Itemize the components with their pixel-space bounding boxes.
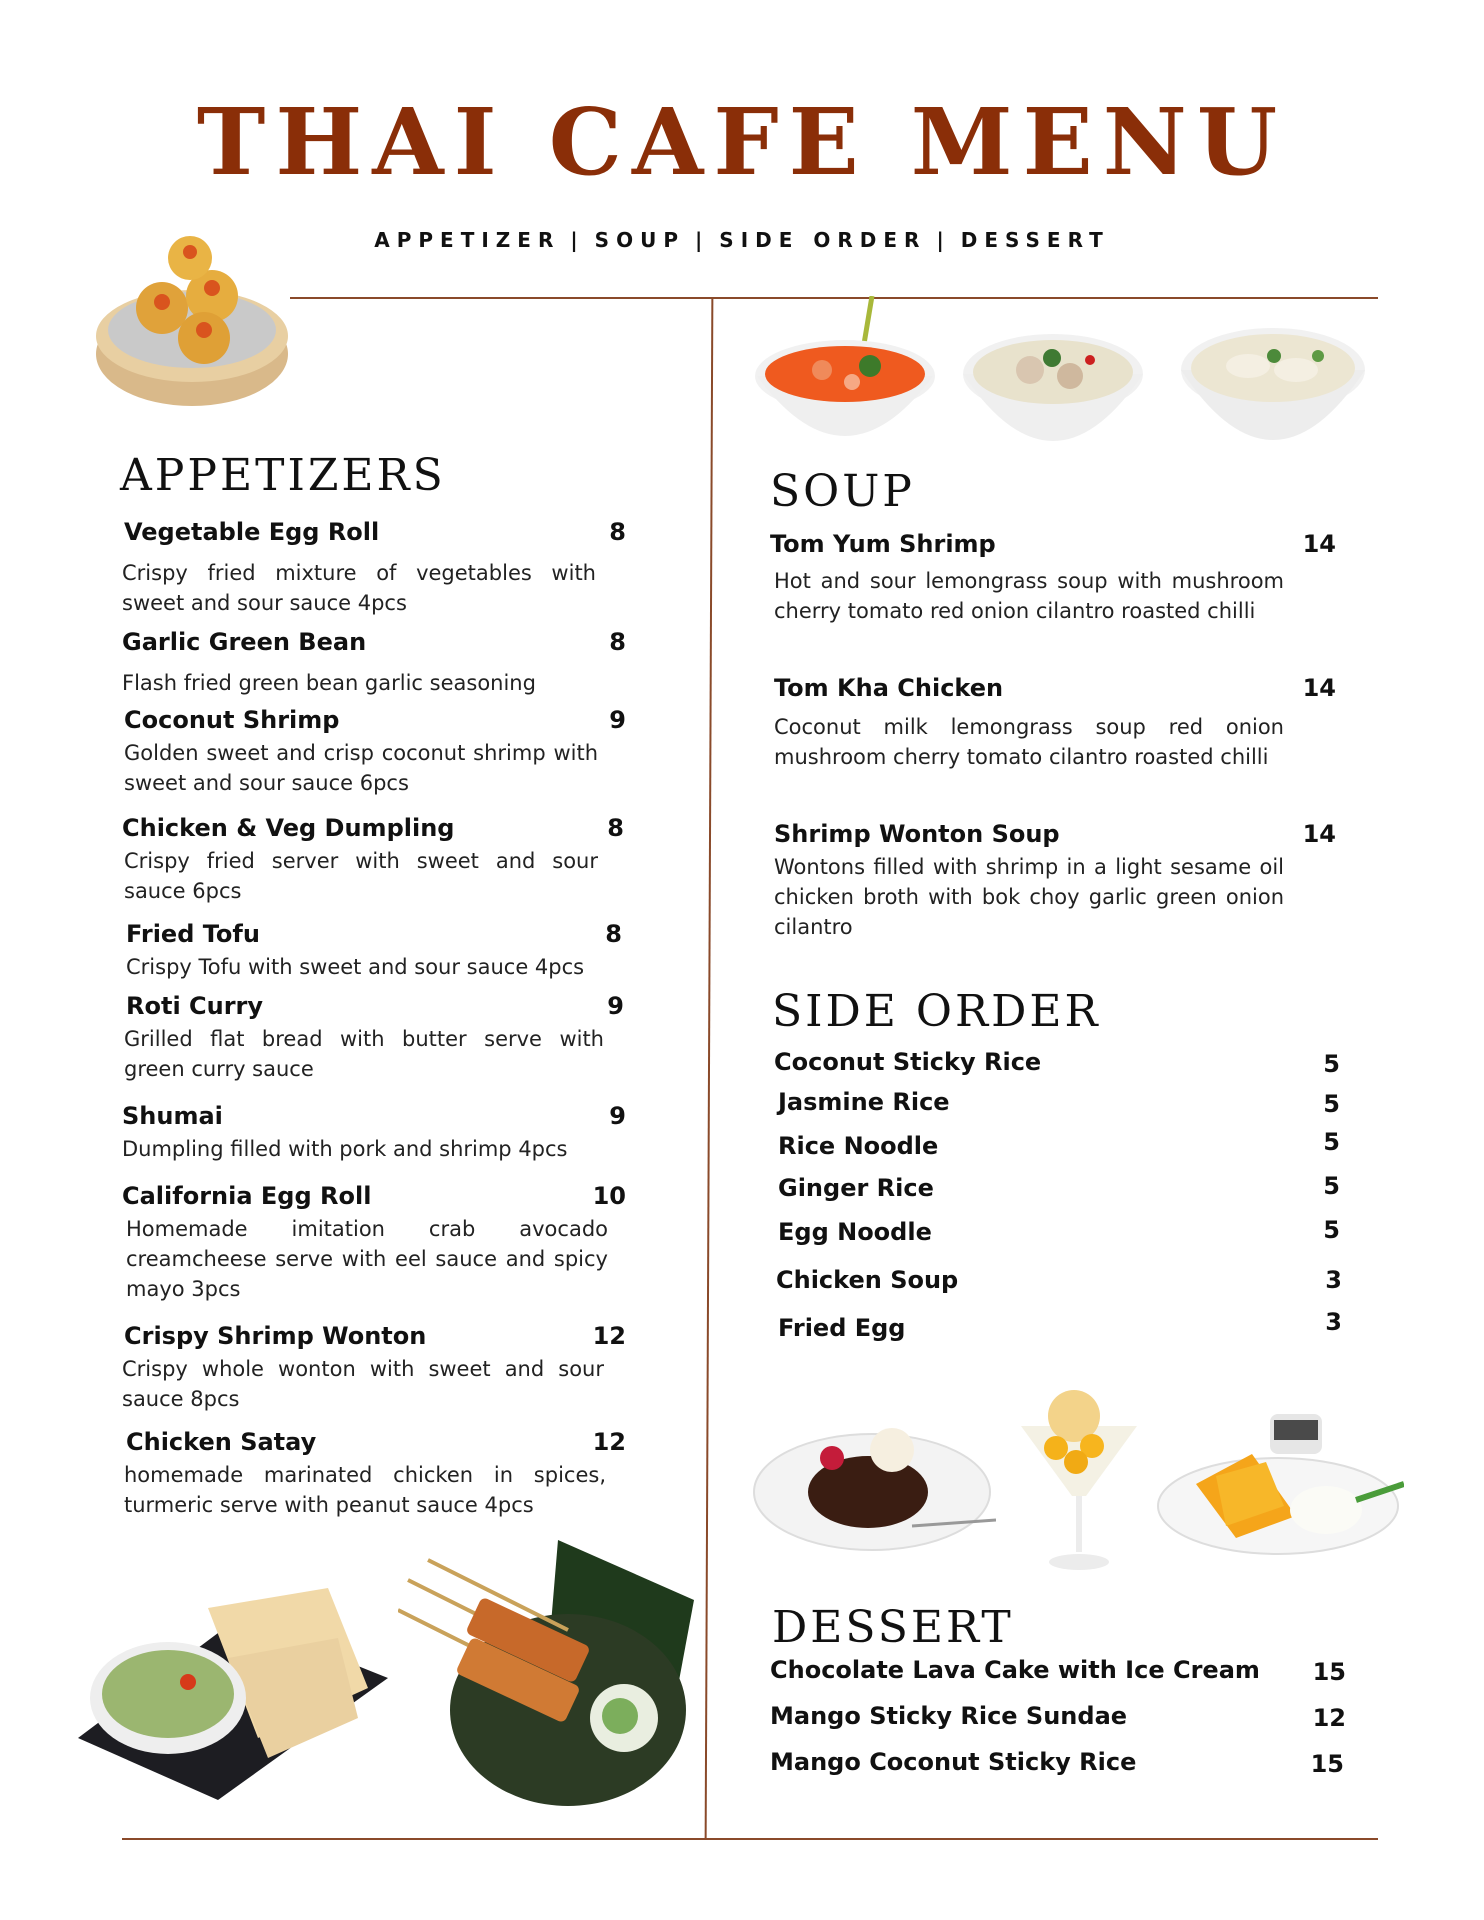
appetizer-description: Flash fried green bean garlic seasoning — [122, 671, 536, 695]
appetizer-price: 8 — [609, 518, 626, 546]
side-order-name: Chicken Soup — [776, 1266, 959, 1294]
appetizer-description: Golden sweet and crisp coconut shrimp with sweet and sour sauce 6pcs — [124, 741, 598, 795]
appetizer-description: Grilled flat bread with butter serve with green curry sauce — [124, 1027, 604, 1081]
appetizer-price: 12 — [592, 1428, 626, 1456]
appetizer-name: California Egg Roll — [122, 1182, 372, 1210]
appetizer-description: Homemade imitation crab avocado creamcheese serve with eel sauce and spicy mayo 3pcs — [126, 1217, 608, 1301]
dessert-name: Mango Sticky Rice Sundae — [770, 1702, 1128, 1730]
side-order-price: 3 — [1325, 1308, 1342, 1336]
side-order-price: 5 — [1323, 1050, 1340, 1078]
column-divider — [705, 298, 714, 1838]
appetizer-price: 8 — [605, 920, 622, 948]
side-order-price: 5 — [1323, 1128, 1340, 1156]
soup-description: Coconut milk lemongrass soup red onion mushroom cherry tomato cilantro roasted chilli — [774, 715, 1284, 769]
side-order-name: Egg Noodle — [778, 1218, 932, 1246]
appetizer-name: Chicken & Veg Dumpling — [122, 814, 455, 842]
appetizer-name: Fried Tofu — [126, 920, 260, 948]
dessert-price: 15 — [1312, 1658, 1346, 1686]
side-order-name: Ginger Rice — [778, 1174, 934, 1202]
dessert-heading: DESSERT — [772, 1602, 1014, 1653]
nav-side-order: SIDE ORDER — [719, 228, 927, 252]
nav-appetizer: APPETIZER — [374, 228, 561, 252]
chicken-satay-photo — [398, 1540, 694, 1812]
side-order-name: Jasmine Rice — [778, 1088, 950, 1116]
menu-title: THAI CAFE MENU — [196, 88, 1288, 196]
appetizer-price: 9 — [607, 992, 624, 1020]
nav-separator: | — [694, 228, 710, 252]
dessert-price: 15 — [1310, 1750, 1344, 1778]
appetizer-description: Crispy whole wonton with sweet and sour sauce 8pcs — [122, 1357, 604, 1411]
lava-cake-photo — [752, 1416, 996, 1552]
soup-name: Tom Kha Chicken — [774, 674, 1004, 702]
side-order-name: Coconut Sticky Rice — [774, 1048, 1042, 1076]
side-order-name: Fried Egg — [778, 1314, 906, 1342]
mango-sundae-photo — [1016, 1376, 1142, 1576]
appetizer-description: Crispy fried mixture of vegetables with sweet and sour sauce 4pcs — [122, 561, 596, 615]
dessert-name: Mango Coconut Sticky Rice — [770, 1748, 1137, 1776]
nav-separator: | — [570, 228, 585, 252]
nav-dessert: DESSERT — [960, 228, 1110, 252]
side-order-price: 3 — [1325, 1266, 1342, 1294]
soup-price: 14 — [1302, 530, 1336, 558]
soup-heading: SOUP — [770, 466, 915, 517]
tom-kha-bowl-photo — [960, 318, 1146, 458]
side-order-price: 5 — [1323, 1216, 1340, 1244]
side-order-name: Rice Noodle — [778, 1132, 939, 1160]
appetizer-name: Shumai — [122, 1102, 223, 1130]
soup-description: Wontons filled with shrimp in a light sesame oil chicken broth with bok choy garlic green onion cilantro — [774, 855, 1284, 939]
side-order-price: 5 — [1323, 1172, 1340, 1200]
appetizers-heading: APPETIZERS — [120, 450, 446, 501]
appetizer-price: 8 — [607, 814, 624, 842]
soup-name: Shrimp Wonton Soup — [774, 820, 1060, 848]
appetizer-name: Coconut Shrimp — [124, 706, 340, 734]
appetizer-price: 10 — [592, 1182, 626, 1210]
appetizer-description: homemade marinated chicken in spices, turmeric serve with peanut sauce 4pcs — [124, 1463, 606, 1517]
appetizer-price: 12 — [592, 1322, 626, 1350]
appetizer-name: Crispy Shrimp Wonton — [124, 1322, 427, 1350]
tom-yum-bowl-photo — [752, 296, 938, 456]
appetizer-price: 8 — [609, 628, 626, 656]
appetizer-name: Vegetable Egg Roll — [124, 518, 380, 546]
appetizer-description: Crispy Tofu with sweet and sour sauce 4pcs — [126, 955, 585, 979]
mango-sticky-rice-photo — [1156, 1406, 1404, 1556]
soup-price: 14 — [1302, 820, 1336, 848]
dessert-price: 12 — [1312, 1704, 1346, 1732]
nav-separator: | — [936, 228, 951, 252]
soup-name: Tom Yum Shrimp — [770, 530, 996, 558]
appetizer-name: Chicken Satay — [126, 1428, 317, 1456]
side-order-price: 5 — [1323, 1090, 1340, 1118]
side-order-heading: SIDE ORDER — [772, 986, 1101, 1037]
appetizer-name: Garlic Green Bean — [122, 628, 367, 656]
soup-price: 14 — [1302, 674, 1336, 702]
dessert-name: Chocolate Lava Cake with Ice Cream — [770, 1656, 1260, 1684]
appetizer-price: 9 — [609, 706, 626, 734]
appetizer-description: Crispy fried server with sweet and sour sauce 6pcs — [124, 849, 598, 903]
soup-description: Hot and sour lemongrass soup with mushroom cherry tomato red onion cilantro roasted chilli — [774, 569, 1284, 623]
appetizer-name: Roti Curry — [126, 992, 264, 1020]
shumai-steamer-photo — [92, 226, 292, 410]
nav-soup: SOUP — [594, 228, 685, 252]
roti-curry-photo — [78, 1578, 388, 1800]
bottom-divider — [122, 1838, 1378, 1840]
appetizer-description: Dumpling filled with pork and shrimp 4pcs — [122, 1137, 568, 1161]
wonton-soup-bowl-photo — [1178, 314, 1368, 458]
appetizer-price: 9 — [609, 1102, 626, 1130]
